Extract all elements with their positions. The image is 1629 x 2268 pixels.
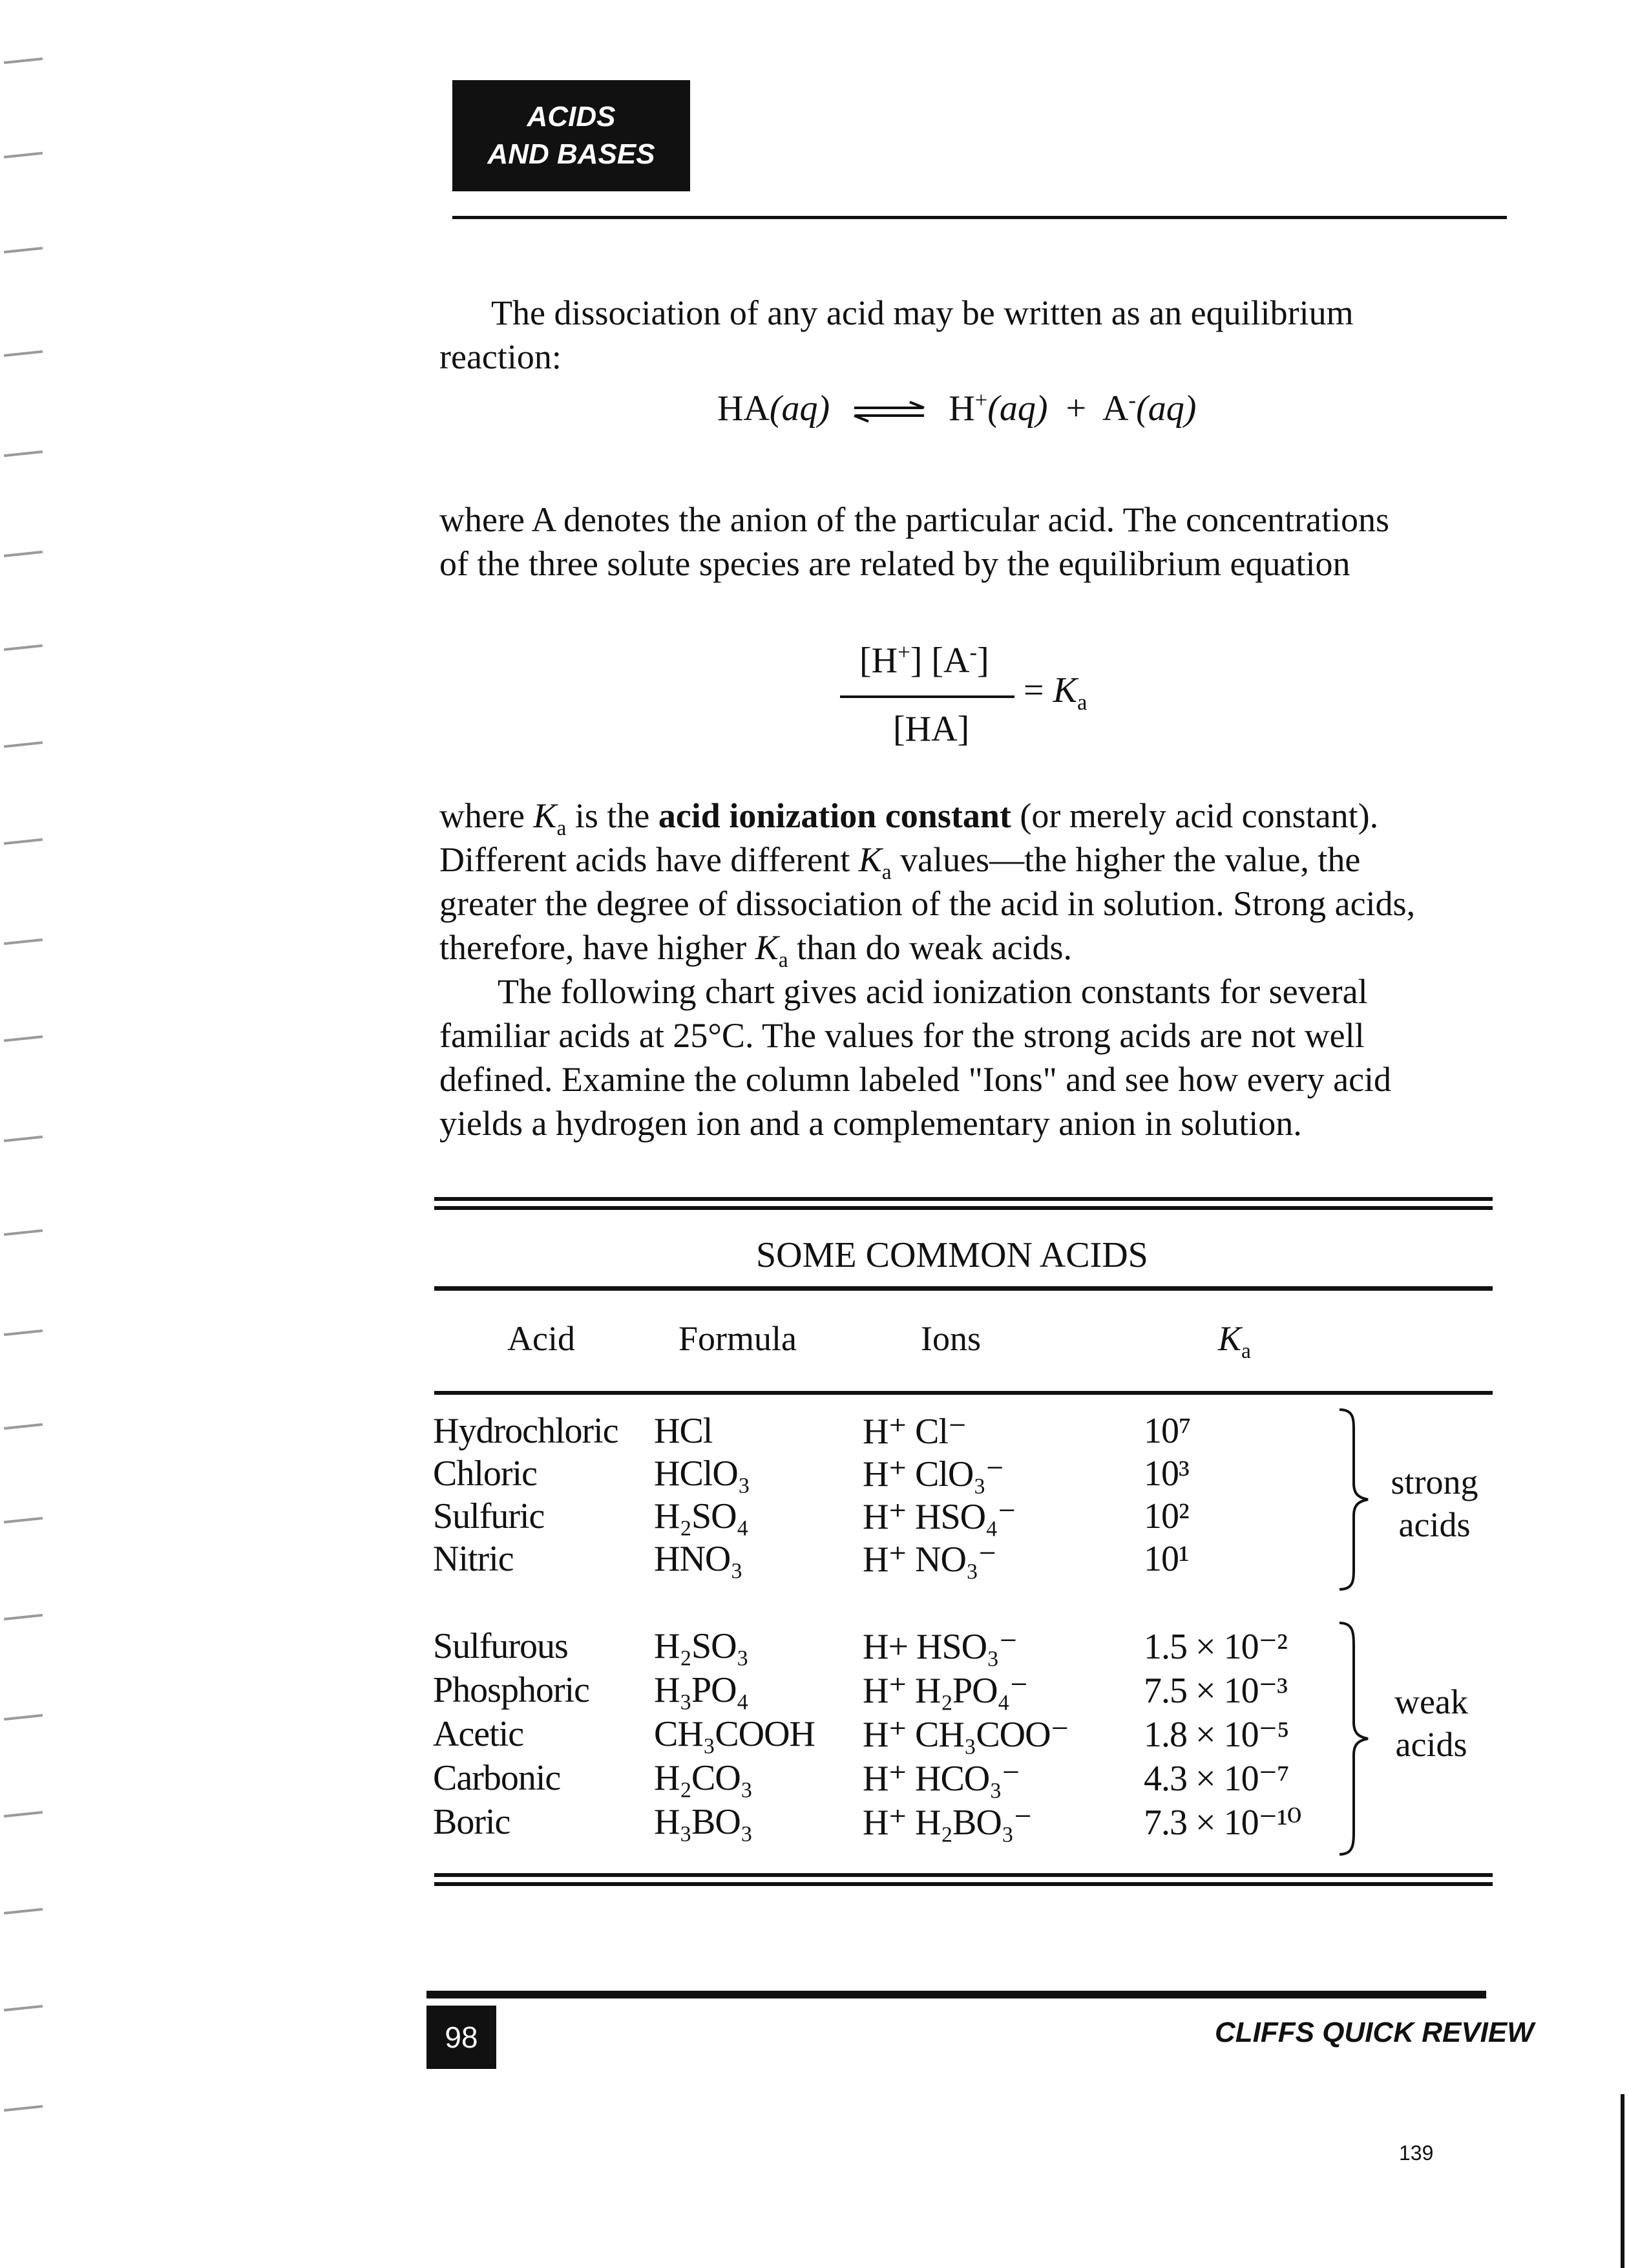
binding-mark	[4, 2005, 43, 2011]
table-cell-acid: Carbonic	[433, 1758, 561, 1798]
table-cell-acid: Nitric	[433, 1539, 514, 1579]
eq-reactant-state: (aq)	[769, 388, 830, 429]
strong-acids-label-line1: strong	[1391, 1463, 1478, 1501]
table-cell-ka: 1.8 × 10⁻⁵	[1144, 1715, 1289, 1755]
table-cell-formula: H₂SO₄	[654, 1496, 749, 1536]
table-top-rule	[434, 1206, 1493, 1210]
table-cell-ions: H⁺ HCO₃⁻	[863, 1759, 1020, 1799]
paragraph-3-line-4	[439, 926, 1506, 970]
ka-symbol: K	[1218, 1319, 1242, 1358]
ka-subscript: a	[1241, 1339, 1251, 1363]
column-header-ka	[1218, 1319, 1251, 1363]
binding-mark	[4, 1330, 43, 1336]
eq-reactant: HA	[717, 388, 770, 429]
fraction-equals: =	[1024, 670, 1044, 710]
ka-symbol: K	[858, 840, 882, 879]
paragraph-3-line-2	[439, 838, 1506, 882]
table-cell-formula: H₂SO₃	[654, 1626, 749, 1666]
ka-subscript: a	[1077, 690, 1088, 715]
table-cell-acid: Hydrochloric	[433, 1411, 618, 1451]
paragraph-4	[439, 970, 1506, 1145]
table-header-rule	[434, 1391, 1493, 1395]
eq-plus: +	[1066, 388, 1087, 429]
paragraph-3-line-3: greater the degree of dissociation of the acid in solution. Strong acids,	[439, 884, 1416, 923]
text: where	[439, 796, 534, 835]
paragraph-4-line-3: defined. Examine the column labeled "Ions" and see how every acid	[439, 1060, 1392, 1099]
table-title: SOME COMMON ACIDS	[756, 1235, 1148, 1275]
fraction-result	[1024, 670, 1088, 715]
table-title-rule	[434, 1286, 1493, 1291]
eq-hydrogen-charge: +	[974, 387, 988, 413]
table-cell-formula: HCl	[654, 1411, 713, 1451]
weak-acids-label-line2: acids	[1395, 1725, 1467, 1764]
numerator-a: ] [A	[910, 641, 970, 681]
table-cell-ions: H⁺ ClO₃⁻	[863, 1454, 1004, 1494]
strong-acids-label-line2: acids	[1398, 1505, 1471, 1544]
binding-mark	[4, 1908, 43, 1914]
table-cell-ions: H⁺ HSO₄⁻	[863, 1497, 1016, 1537]
binding-mark	[4, 1614, 43, 1620]
table-cell-ka: 10²	[1144, 1496, 1189, 1536]
binding-mark	[4, 2105, 43, 2112]
paragraph-3-line-1	[439, 794, 1506, 838]
ka-symbol: K	[533, 796, 557, 835]
binding-mark	[4, 1423, 43, 1430]
table-cell-formula: HClO₃	[654, 1454, 750, 1494]
table-cell-ka: 10³	[1144, 1454, 1189, 1494]
text: is the	[566, 796, 658, 835]
ka-symbol: K	[1053, 670, 1077, 710]
eq-anion: A	[1102, 388, 1129, 429]
table-cell-acid: Sulfuric	[433, 1496, 545, 1536]
binding-mark	[4, 1229, 43, 1236]
text: than do weak acids.	[788, 928, 1072, 967]
fraction-numerator	[859, 640, 989, 681]
paragraph-3	[439, 794, 1506, 970]
binding-mark	[4, 1811, 43, 1818]
numerator-h: [H	[859, 641, 898, 681]
table-cell-formula: HNO₃	[654, 1539, 742, 1579]
table-cell-acid: Chloric	[433, 1454, 537, 1494]
binding-mark	[4, 938, 43, 945]
paragraph-2-line-1: where A denotes the anion of the particular acid. The concentrations	[439, 500, 1389, 539]
table-cell-ka: 4.3 × 10⁻⁷	[1144, 1759, 1289, 1799]
paragraph-2	[439, 498, 1506, 586]
column-header-formula: Formula	[678, 1319, 797, 1358]
weak-acids-label	[1367, 1680, 1496, 1766]
table-cell-ions: H⁺ Cl⁻	[863, 1412, 967, 1452]
table-cell-ions: H⁺ H₂PO₄⁻	[863, 1671, 1028, 1711]
footer-rule	[426, 1991, 1486, 1998]
eq-anion-charge: -	[1128, 387, 1137, 413]
footer-title: CLIFFS QUICK REVIEW	[1215, 2017, 1534, 2048]
fraction-denominator: [HA]	[893, 709, 970, 749]
text: (or merely acid constant).	[1011, 796, 1379, 835]
binding-mark	[4, 1517, 43, 1523]
ka-symbol: K	[755, 928, 779, 967]
page-number: 98	[426, 2006, 496, 2069]
text: therefore, have higher	[439, 928, 755, 967]
strong-acids-label	[1370, 1461, 1499, 1546]
table-cell-ka: 7.5 × 10⁻³	[1144, 1671, 1287, 1711]
numerator-close: ]	[977, 641, 989, 681]
weak-acids-label-line1: weak	[1394, 1682, 1468, 1721]
numerator-a-charge: -	[969, 639, 977, 665]
table-top-rule	[434, 1197, 1493, 1201]
paragraph-4-line-1: The following chart gives acid ionization constants for several	[498, 972, 1368, 1011]
binding-mark	[4, 350, 43, 357]
binding-mark	[4, 152, 43, 158]
binding-mark	[4, 247, 43, 253]
binding-mark	[4, 450, 43, 457]
table-bottom-rule	[434, 1873, 1493, 1877]
binding-mark	[4, 644, 43, 651]
intro-line-2: reaction:	[439, 337, 562, 376]
table-cell-ka: 1.5 × 10⁻²	[1144, 1627, 1287, 1667]
binding-mark	[4, 838, 43, 845]
section-header	[452, 80, 690, 191]
intro-line-1: The dissociation of any acid may be written as an equilibrium	[491, 293, 1354, 332]
eq-anion-state: (aq)	[1136, 388, 1197, 429]
table-cell-ions: H⁺ NO₃⁻	[863, 1540, 996, 1580]
equilibrium-arrow-icon	[850, 401, 928, 423]
paragraph-4-line-2: familiar acids at 25°C. The values for the strong acids are not well	[439, 1016, 1365, 1055]
table-cell-formula: CH₃COOH	[654, 1714, 815, 1754]
section-header-line2: AND BASES	[487, 138, 655, 170]
strong-acids-brace-icon	[1334, 1406, 1373, 1593]
binding-mark	[4, 1714, 43, 1721]
scan-page-number: 139	[1399, 2141, 1434, 2165]
text: Different acids have different	[439, 840, 859, 879]
table-cell-ka: 10⁷	[1144, 1411, 1191, 1451]
table-cell-acid: Boric	[433, 1802, 510, 1842]
table-cell-acid: Phosphoric	[433, 1670, 589, 1710]
table-cell-ions: H⁺ CH₃COO⁻	[863, 1715, 1069, 1755]
table-cell-ions: H+ HSO₃⁻	[863, 1627, 1018, 1667]
dissociation-equation	[717, 388, 1196, 429]
table-cell-formula: H₃BO₃	[654, 1802, 753, 1842]
column-header-ions: Ions	[921, 1319, 981, 1358]
binding-mark	[4, 551, 43, 557]
page-edge-bar	[1621, 2094, 1624, 2268]
binding-mark	[4, 58, 43, 64]
intro-paragraph	[439, 291, 1506, 379]
term-acid-ionization-constant: acid ionization constant	[658, 796, 1011, 835]
table-cell-acid: Acetic	[433, 1714, 524, 1754]
eq-hydrogen-state: (aq)	[987, 388, 1048, 429]
eq-hydrogen: H	[949, 388, 975, 429]
numerator-h-charge: +	[898, 639, 910, 665]
ka-subscript: a	[556, 816, 567, 840]
column-header-acid: Acid	[507, 1319, 575, 1358]
binding-mark	[4, 1136, 43, 1142]
text: values—the higher the value, the	[891, 840, 1361, 879]
table-cell-ions: H⁺ H₂BO₃⁻	[863, 1803, 1032, 1843]
table-cell-acid: Sulfurous	[433, 1626, 568, 1666]
ka-subscript: a	[881, 860, 892, 884]
table-bottom-rule	[434, 1882, 1493, 1886]
header-rule	[452, 216, 1507, 219]
ka-subscript: a	[778, 948, 788, 972]
table-cell-formula: H₃PO₄	[654, 1670, 749, 1710]
paragraph-4-line-4: yields a hydrogen ion and a complementary anion in solution.	[439, 1104, 1302, 1143]
binding-mark	[4, 741, 43, 748]
table-cell-ka: 7.3 × 10⁻¹⁰	[1144, 1803, 1301, 1843]
binding-mark	[4, 1035, 43, 1042]
table-cell-formula: H₂CO₃	[654, 1758, 753, 1798]
paragraph-2-line-2: of the three solute species are related by the equilibrium equation	[439, 544, 1350, 583]
fraction-bar	[840, 695, 1014, 698]
table-cell-ka: 10¹	[1144, 1539, 1189, 1579]
section-header-line1: ACIDS	[527, 101, 616, 132]
